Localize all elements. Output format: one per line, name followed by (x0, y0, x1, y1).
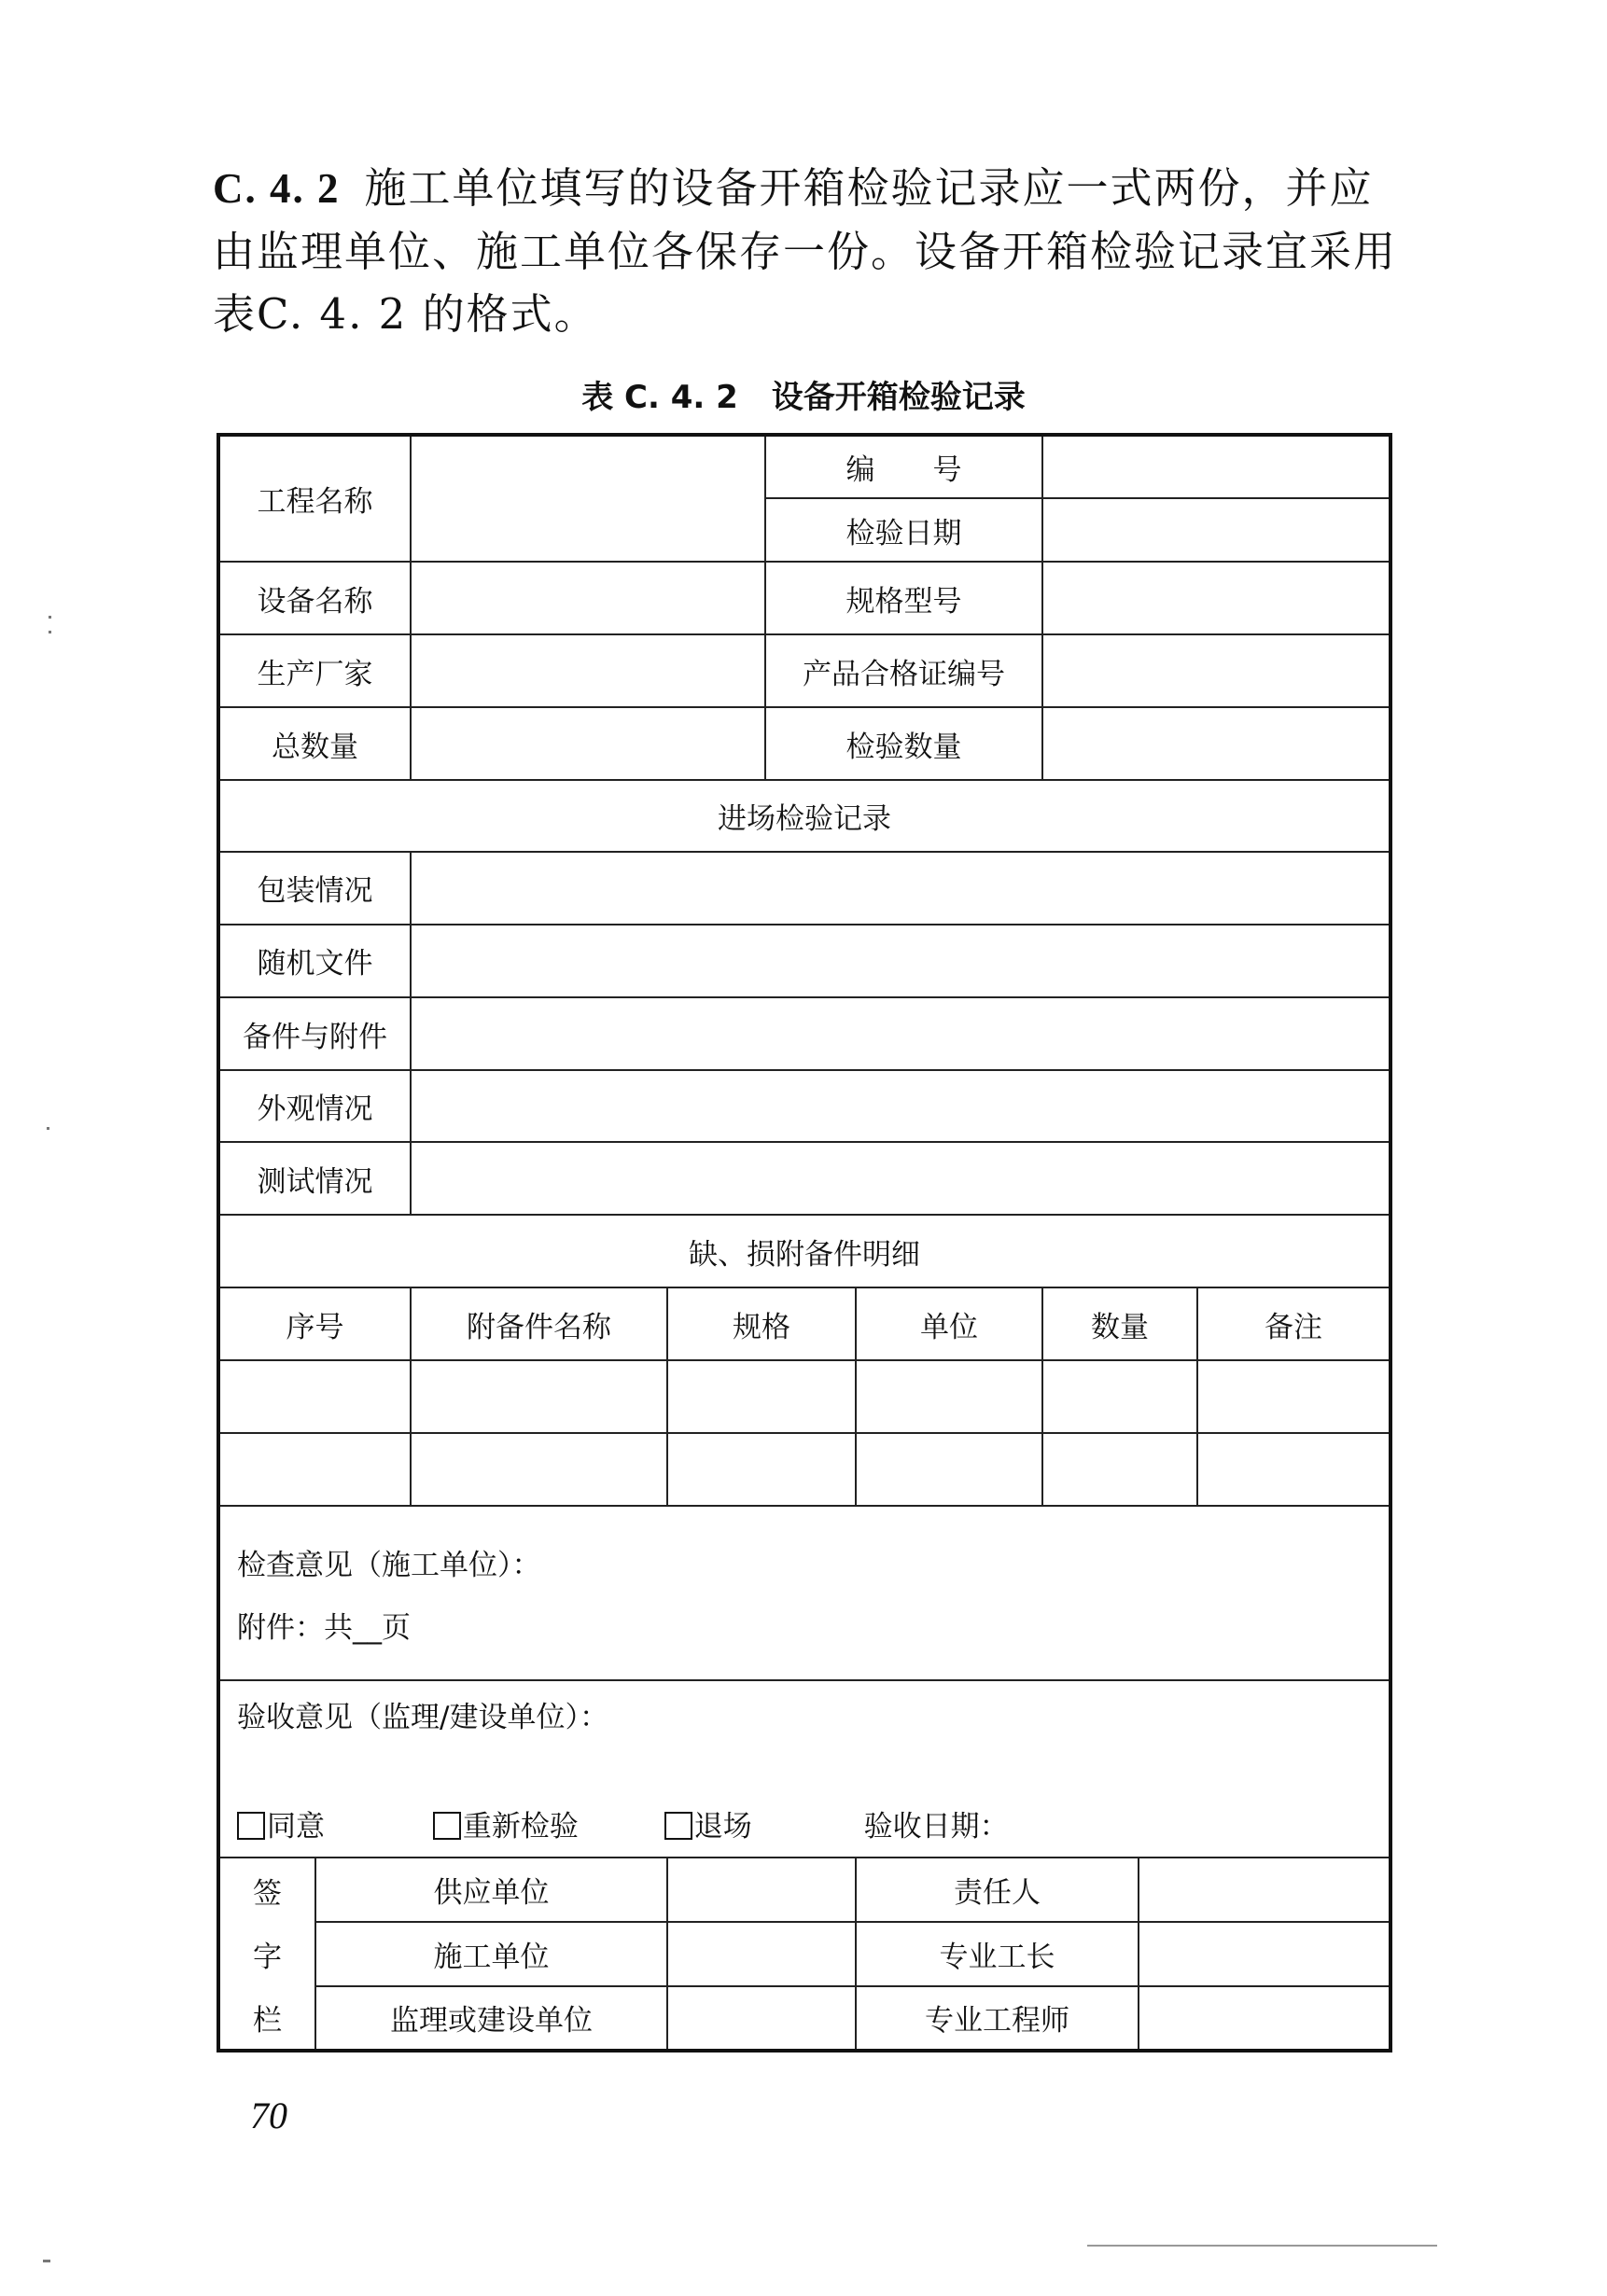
certificate-no-field[interactable] (1042, 634, 1390, 707)
certificate-no-label: 产品合格证编号 (765, 634, 1042, 707)
specialist-engineer-field[interactable] (1139, 1986, 1390, 2051)
construction-unit-label: 施工单位 (315, 1922, 667, 1986)
entry-item-label: 随机文件 (218, 925, 411, 997)
reject-label: 退场 (693, 1810, 752, 1844)
acceptance-date-label: 验收日期： (863, 1810, 1009, 1844)
agree-checkbox[interactable] (237, 1812, 265, 1840)
entry-section-title: 进场检验记录 (218, 780, 1390, 852)
site-foreman-field[interactable] (1139, 1922, 1390, 1986)
table-number: 表 C. 4. 2 (581, 379, 738, 416)
reject-checkbox[interactable] (664, 1812, 692, 1840)
signature-char: 签 (253, 1876, 282, 1911)
signature-char: 字 (253, 1940, 282, 1974)
scan-speck (49, 616, 51, 619)
documents-field[interactable] (411, 925, 1390, 997)
testing-field[interactable] (411, 1142, 1390, 1215)
supervision-unit-field[interactable] (667, 1986, 856, 2051)
specialist-engineer-label: 专业工程师 (856, 1986, 1139, 2051)
acceptance-opinion-label: 验收意见（监理/建设单位）： (237, 1701, 608, 1735)
responsible-person-label: 责任人 (856, 1858, 1139, 1921)
agree-option[interactable] (237, 1802, 424, 1844)
table-cell[interactable] (856, 1360, 1042, 1433)
construction-unit-field[interactable] (667, 1922, 856, 1986)
table-cell[interactable] (1042, 1360, 1197, 1433)
supplier-unit-label: 供应单位 (315, 1858, 667, 1921)
reinspect-option[interactable] (433, 1802, 655, 1844)
column-header: 规格 (667, 1287, 856, 1359)
column-header: 附备件名称 (411, 1287, 667, 1359)
serial-no-field[interactable] (1042, 435, 1390, 498)
missing-section-title: 缺、损附备件明细 (218, 1215, 1390, 1287)
equipment-name-label: 设备名称 (218, 562, 411, 634)
reject-option[interactable] (664, 1802, 855, 1844)
table-cell[interactable] (856, 1433, 1042, 1506)
table-title (0, 371, 1607, 417)
clause-paragraph (213, 157, 1417, 345)
total-qty-field[interactable] (411, 707, 765, 779)
packaging-field[interactable] (411, 852, 1390, 925)
entry-item-label: 外观情况 (218, 1070, 411, 1142)
equipment-name-field[interactable] (411, 562, 765, 634)
signature-char: 栏 (253, 2003, 282, 2038)
model-spec-label: 规格型号 (765, 562, 1042, 634)
inspected-qty-field[interactable] (1042, 707, 1390, 779)
equipment-inspection-form (217, 433, 1392, 2052)
total-qty-label: 总数量 (218, 707, 411, 779)
column-header: 备注 (1197, 1287, 1390, 1359)
scan-speck (43, 2260, 50, 2262)
attachment-pages: 附件：共__页 (237, 1610, 411, 1645)
agree-label: 同意 (267, 1810, 325, 1844)
page-number: 70 (250, 2094, 287, 2136)
scan-speck (47, 1127, 49, 1130)
table-cell[interactable] (667, 1433, 856, 1506)
reinspect-checkbox[interactable] (433, 1812, 461, 1840)
table-cell[interactable] (218, 1360, 411, 1433)
model-spec-field[interactable] (1042, 562, 1390, 634)
table-cell[interactable] (411, 1360, 667, 1433)
check-opinion-cell[interactable] (218, 1506, 1390, 1680)
appearance-field[interactable] (411, 1070, 1390, 1142)
manufacturer-field[interactable] (411, 634, 765, 707)
site-foreman-label: 专业工长 (856, 1922, 1139, 1986)
responsible-person-field[interactable] (1139, 1858, 1390, 1921)
signature-label (218, 1858, 315, 2051)
serial-no-label: 编 号 (765, 435, 1042, 498)
bottom-rule (1087, 2245, 1437, 2247)
inspected-qty-label: 检验数量 (765, 707, 1042, 779)
column-header: 序号 (218, 1287, 411, 1359)
entry-item-label: 备件与附件 (218, 997, 411, 1070)
manufacturer-label: 生产厂家 (218, 634, 411, 707)
table-row (218, 1360, 1390, 1433)
table-name: 设备开箱检验记录 (771, 379, 1026, 416)
table-cell[interactable] (1197, 1360, 1390, 1433)
table-cell[interactable] (667, 1360, 856, 1433)
supervision-unit-label: 监理或建设单位 (315, 1986, 667, 2051)
clause-text: 施工单位填写的设备开箱检验记录应一式两份，并应由监理单位、施工单位各保存一份。设备开箱检验记录宜采用表C. 4. 2 的格式。 (213, 163, 1398, 339)
supplier-unit-field[interactable] (667, 1858, 856, 1921)
entry-item-label: 测试情况 (218, 1142, 411, 1215)
spares-field[interactable] (411, 997, 1390, 1070)
acceptance-opinion-cell[interactable] (218, 1680, 1390, 1858)
project-name-label: 工程名称 (218, 435, 411, 562)
entry-item-label: 包装情况 (218, 852, 411, 925)
table-cell[interactable] (1042, 1433, 1197, 1506)
table-cell[interactable] (218, 1433, 411, 1506)
check-opinion-label: 检查意见（施工单位）： (237, 1548, 541, 1582)
scan-speck (49, 631, 51, 633)
clause-number: C. 4. 2 (213, 165, 341, 212)
inspection-date-label: 检验日期 (765, 498, 1042, 562)
table-cell[interactable] (1197, 1433, 1390, 1506)
table-cell[interactable] (411, 1433, 667, 1506)
table-row (218, 1433, 1390, 1506)
reinspect-label: 重新检验 (462, 1810, 579, 1844)
project-name-field[interactable] (411, 435, 765, 562)
inspection-date-field[interactable] (1042, 498, 1390, 562)
column-header: 单位 (856, 1287, 1042, 1359)
column-header: 数量 (1042, 1287, 1197, 1359)
